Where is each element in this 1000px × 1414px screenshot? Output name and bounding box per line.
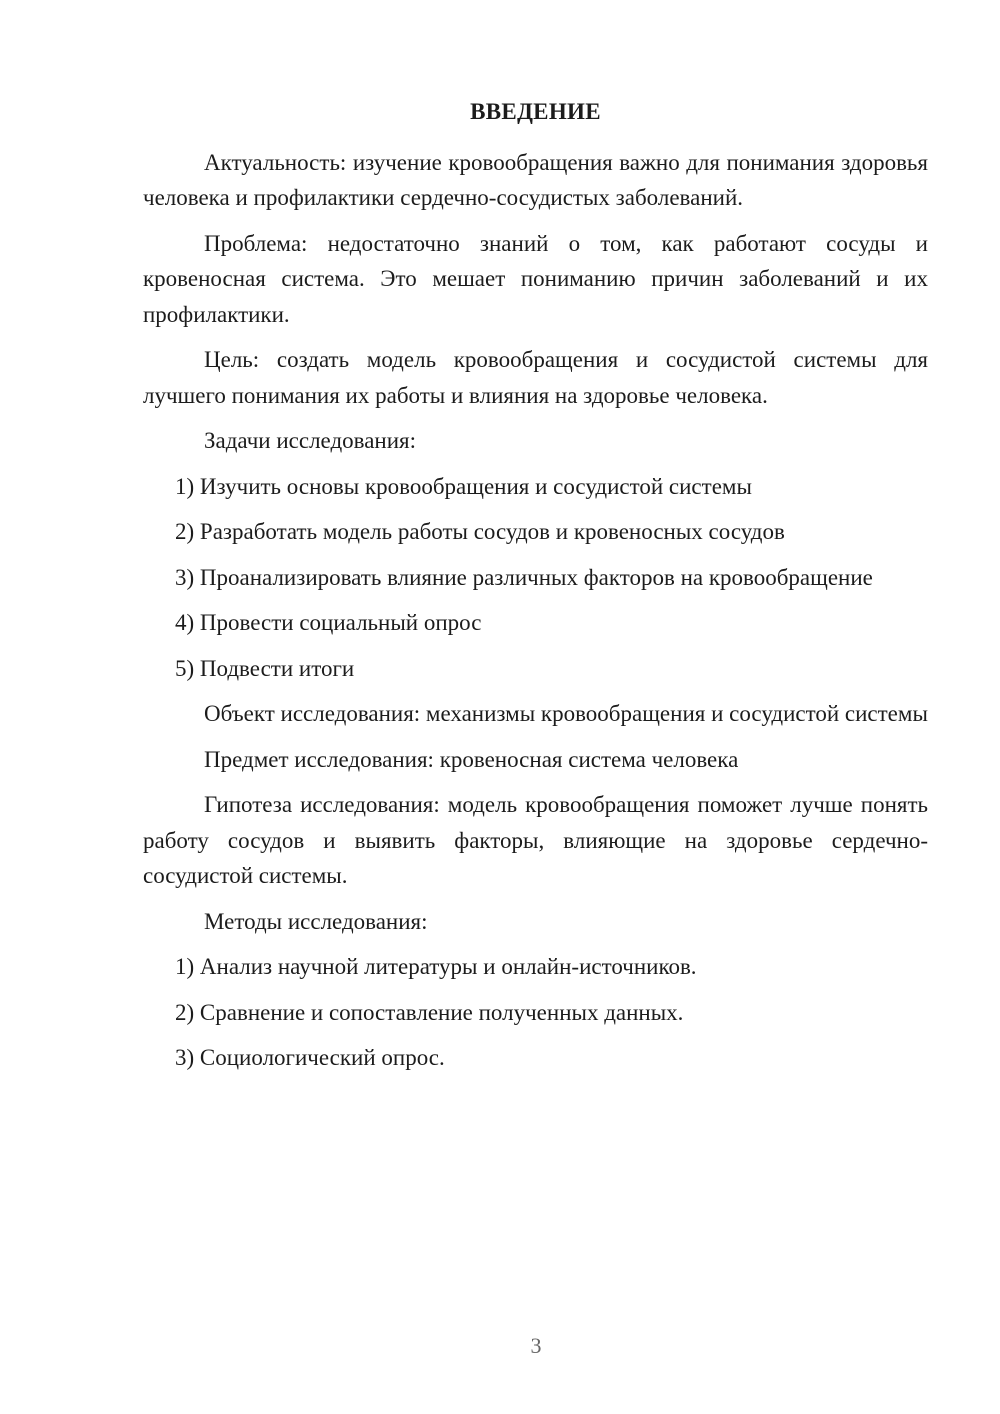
subject-paragraph: Предмет исследования: кровеносная система человека [204, 746, 739, 772]
task-item-2: 2) Разработать модель работы сосудов и кровеносных сосудов [175, 519, 785, 544]
goal-paragraph: Цель: создать модель кровообращения и сосудистой системы для лучшего понимания их работы и влияния на здоровье человека. [143, 347, 928, 408]
task-item-4: 4) Провести социальный опрос [175, 610, 482, 635]
relevance-paragraph: Актуальность: изучение кровообращения важно для понимания здоровья человека и профилактики сердечно-сосудистых заболеваний. [143, 149, 928, 210]
object-paragraph: Объект исследования: механизмы кровообращения и сосудистой системы [204, 701, 928, 726]
hypothesis-paragraph: Гипотеза исследования: модель кровообращения поможет лучше понять работу сосудов и выявить факторы, влияющие на здоровье сердечно-сосудистой системы. [143, 792, 928, 888]
problem-paragraph: Проблема: недостаточно знаний о том, как работают сосуды и кровеносная система. Это мешает пониманию причин заболеваний и их профилактики. [143, 230, 928, 327]
method-item-2: 2) Сравнение и сопоставление полученных данных. [175, 999, 684, 1025]
page-content [143, 94, 928, 1086]
task-item-5: 5) Подвести итоги [175, 655, 355, 681]
page-number: 3 [530, 1333, 542, 1358]
method-item-1: 1) Анализ научной литературы и онлайн-источников. [175, 954, 697, 979]
task-item-1: 1) Изучить основы кровообращения и сосудистой системы [175, 473, 752, 499]
methods-heading: Методы исследования: [204, 908, 428, 934]
tasks-heading: Задачи исследования: [204, 428, 417, 453]
method-item-3: 3) Социологический опрос. [175, 1045, 445, 1070]
section-title: ВВЕДЕНИЕ [470, 99, 601, 124]
task-item-3: 3) Проанализировать влияние различных факторов на кровообращение [175, 564, 873, 590]
